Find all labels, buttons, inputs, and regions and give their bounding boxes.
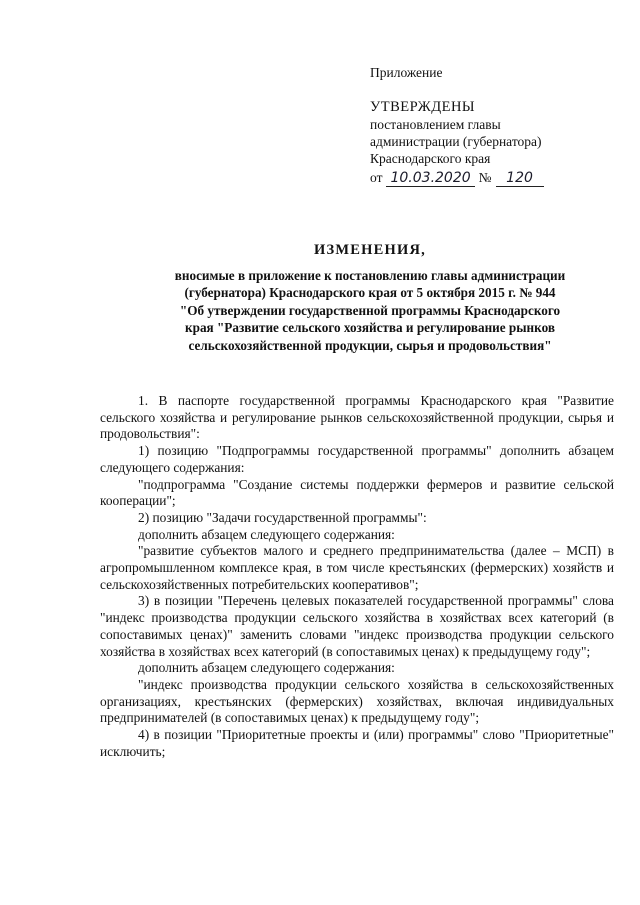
document-body [100, 393, 614, 760]
title-line: сельскохозяйственной продукции, сырья и продовольствия" [188, 337, 552, 353]
body-paragraph: "индекс производства продукции сельского хозяйства в сельскохозяйственных организациях, крестьянских (фермерских) хозяйствах, включая индивидуальных предпринимателей (в сопоставимых ценах) к предыдущему году"; [100, 676, 614, 726]
title-line: края "Развитие сельского хозяйства и регулирование рынков [185, 320, 555, 336]
body-paragraph: 1. В паспорте государственной программы Краснодарского края "Развитие сельского хозяйства и регулирование рынков сельскохозяйственной продукции, сырья и продовольствия": [100, 393, 614, 442]
body-paragraph: 4) в позиции "Приоритетные проекты и (или) программы" слово "Приоритетные" исключить; [100, 727, 614, 759]
handwritten-number: 120 [496, 171, 544, 187]
body-paragraph: 3) в позиции "Перечень целевых показателей государственной программы" слова "индекс производства продукции сельского хозяйства в хозяйствах всех категорий (в сопоставимых ценах)" заменить словами "индекс производства продукции сельского хозяйства в хозяйствах всех категорий (в сопоставимых ценах) к предыдущему году"; [100, 593, 614, 659]
from-label: от [370, 170, 383, 185]
body-paragraph: 1) позицию "Подпрограммы государственной программы" дополнить абзацем следующего содержания: [100, 443, 614, 475]
approval-block [370, 64, 620, 187]
body-paragraph: "подпрограмма "Создание системы поддержки фермеров и развитие сельской кооперации"; [100, 476, 614, 509]
document-title [130, 242, 610, 355]
body-paragraph: 2) позицию "Задачи государственной программы": [138, 509, 427, 525]
title-heading: ИЗМЕНЕНИЯ, [314, 242, 426, 258]
approval-line-2: администрации (губернатора) [370, 134, 542, 149]
appendix-label: Приложение [370, 65, 443, 80]
number-label: № [478, 170, 492, 185]
decree-date-line [370, 169, 620, 187]
title-line: (губернатора) Краснодарского края от 5 октября 2015 г. № 944 [184, 285, 556, 301]
handwritten-date: 10.03.2020 [386, 171, 474, 187]
approved-label: УТВЕРЖДЕНЫ [370, 99, 476, 115]
body-paragraph: дополнить абзацем следующего содержания: [138, 660, 395, 676]
approval-line-1: постановлением главы [370, 117, 501, 132]
body-paragraph: "развитие субъектов малого и среднего предпринимательства (далее – МСП) в агропромышленном комплексе края, в том числе крестьянских (фермерских) хозяйств и сельскохозяйственных потребительских кооперативов"; [100, 543, 614, 592]
title-line: вносимые в приложение к постановлению главы администрации [174, 267, 566, 283]
body-paragraph: дополнить абзацем следующего содержания: [138, 526, 395, 542]
title-line: "Об утверждении государственной программы Краснодарского [179, 302, 561, 318]
approval-line-3: Краснодарского края [370, 151, 491, 166]
